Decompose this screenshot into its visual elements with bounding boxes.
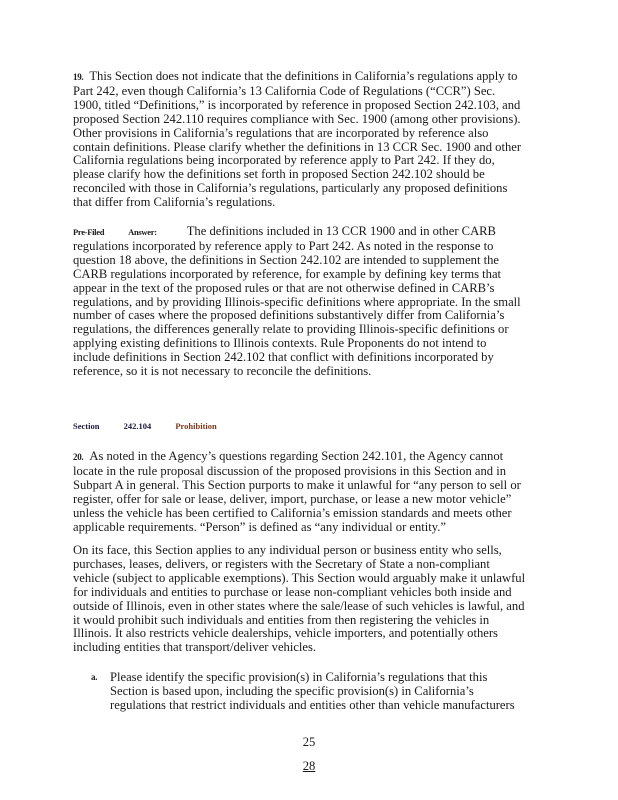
- text-line: [73, 282, 543, 296]
- line-text: applying existing definitions to Illinois contexts. Rule Proponents do not intend to: [73, 336, 487, 351]
- line-text: regulations, the differences generally relate to providing Illinois-specific definitions or: [73, 322, 509, 337]
- prefiled-label: Pre-Filed: [73, 227, 105, 237]
- question-20-paragraph-2: [73, 544, 543, 655]
- question-number: 20.: [73, 452, 84, 462]
- text-line: [110, 685, 580, 699]
- line-text: regulations that restrict individuals and entities other than vehicle manufacturers: [110, 697, 515, 712]
- answer-label: Answer:: [128, 227, 157, 237]
- section-heading: [73, 421, 239, 431]
- line-text: for individuals and entities to purchase or lease non-compliant vehicles both inside and: [73, 584, 512, 599]
- line-text: regulations incorporated by reference apply to Part 242. As noted in the response to: [73, 238, 494, 253]
- section-number: 242.104: [123, 421, 152, 431]
- line-text: purchases, leases, delivers, or registers with the Secretary of State a non-compliant: [73, 556, 490, 571]
- line-text: As noted in the Agency’s questions regarding Section 242.101, the Agency cannot: [89, 449, 504, 463]
- question-20: [73, 450, 543, 534]
- text-line: [73, 70, 543, 85]
- line-text: Subpart A in general. This Section purports to make it unlawful for “any person to sell or: [73, 477, 521, 492]
- text-line: [73, 558, 543, 572]
- section-word: Section: [73, 421, 100, 431]
- text-line: [73, 323, 543, 337]
- question-19: [73, 70, 543, 210]
- line-text: it would prohibit such individuals and entities from then registering the vehicles in: [73, 612, 490, 627]
- line-text: Section is based upon, including the specific provision(s) in California’s: [110, 683, 474, 698]
- text-line: [73, 337, 543, 351]
- text-line: [73, 296, 543, 310]
- text-line: [73, 627, 543, 641]
- text-line: [73, 127, 543, 141]
- line-text: vehicle (subject to applicable exemptions). This Section would arguably make it unlawful: [73, 570, 526, 585]
- line-text: appear in the text of the proposed rules or that are not otherwise defined in CARB’s: [73, 280, 495, 295]
- text-line: [73, 254, 543, 268]
- text-line: [73, 225, 543, 240]
- line-text: unless the vehicle has been certified to California’s emission standards and meets other: [73, 505, 512, 520]
- text-line: [73, 641, 543, 655]
- text-line: [73, 479, 543, 493]
- line-text: regulations, and by providing Illinois-specific definitions where appropriate. In the small: [73, 294, 521, 309]
- text-line: [110, 671, 580, 685]
- text-line: [73, 365, 543, 379]
- text-line: [73, 154, 543, 168]
- line-text: applicable requirements. “Person” is defined as “any individual or entity.”: [73, 519, 447, 534]
- line-text: please clarify how the definitions set forth in proposed Section 242.102 should be: [73, 167, 485, 182]
- line-text: that differ from California’s regulations.: [73, 195, 276, 210]
- line-text: Please identify the specific provision(s) in California’s regulations that this: [110, 670, 488, 684]
- line-text: Illinois. It also restricts vehicle dealerships, vehicle importers, and potentially others: [73, 626, 498, 641]
- line-text: proposed Section 242.110 requires compliance with Sec. 1900 (among other provisions).: [73, 111, 521, 126]
- line-text: include definitions in Section 242.102 that conflict with definitions incorporated by: [73, 350, 494, 365]
- text-line: [73, 493, 543, 507]
- line-text: This Section does not indicate that the definitions in California’s regulations apply to: [89, 69, 518, 83]
- line-text: including entities that transport/deliver vehicles.: [73, 640, 317, 655]
- line-text: Part 242, even though California’s 13 California Code of Regulations (“CCR”) Sec.: [73, 83, 496, 98]
- text-line: [110, 699, 580, 713]
- line-text: question 18 above, the definitions in Section 242.102 are intended to supplement the: [73, 252, 500, 267]
- text-line: [73, 351, 543, 365]
- question-20a: [91, 670, 580, 713]
- text-line: [73, 168, 543, 182]
- text-line: [73, 450, 543, 465]
- text-line: [73, 141, 543, 155]
- line-text: The definitions included in 13 CCR 1900 and in other CARB: [186, 224, 496, 238]
- text-line: [73, 572, 543, 586]
- text-line: [73, 309, 543, 323]
- text-line: [73, 507, 543, 521]
- text-line: [73, 600, 543, 614]
- line-text: number of cases where the proposed definitions substantively differ from California’s: [73, 308, 505, 323]
- line-text: contain definitions. Please clarify whether the definitions in 13 CCR Sec. 1900 and other: [73, 139, 522, 154]
- line-text: locate in the rule proposal discussion of the proposed provisions in this Section and in: [73, 463, 507, 478]
- line-text: CARB regulations incorporated by reference, for example by defining key terms that: [73, 266, 502, 281]
- text-line: [73, 240, 543, 254]
- section-title: Prohibition: [175, 421, 217, 431]
- text-line: [73, 586, 543, 600]
- text-line: [73, 196, 543, 210]
- line-text: 1900, titled “Definitions,” is incorporated by reference in proposed Section 242.103, and: [73, 97, 521, 112]
- line-text: register, offer for sale or lease, deliver, import, purchase, or lease a new motor vehicle”: [73, 491, 512, 506]
- text-line: [73, 521, 543, 535]
- line-text: California regulations being incorporated by reference apply to Part 242. If they do,: [73, 153, 495, 168]
- text-line: [73, 614, 543, 628]
- text-line: [73, 465, 543, 479]
- question-number: 19.: [73, 72, 84, 82]
- page-number: 25: [302, 735, 316, 749]
- text-line: [73, 544, 543, 558]
- text-line: [73, 182, 543, 196]
- text-line: [73, 99, 543, 113]
- answer-19: [73, 225, 543, 379]
- text-line: [73, 113, 543, 127]
- line-text: On its face, this Section applies to any individual person or business entity who sells,: [73, 543, 502, 557]
- list-marker: a.: [91, 672, 98, 682]
- exhibit-page-number: 28: [302, 759, 316, 773]
- line-text: reference, so it is not necessary to reconcile the definitions.: [73, 364, 372, 379]
- text-line: [73, 268, 543, 282]
- text-line: [73, 85, 543, 99]
- line-text: reconciled with those in California’s regulations, particularly any proposed definitions: [73, 181, 508, 196]
- line-text: Other provisions in California’s regulations that are incorporated by reference also: [73, 125, 489, 140]
- line-text: outside of Illinois, even in other states where the sale/lease of such vehicles is lawful, and: [73, 598, 525, 613]
